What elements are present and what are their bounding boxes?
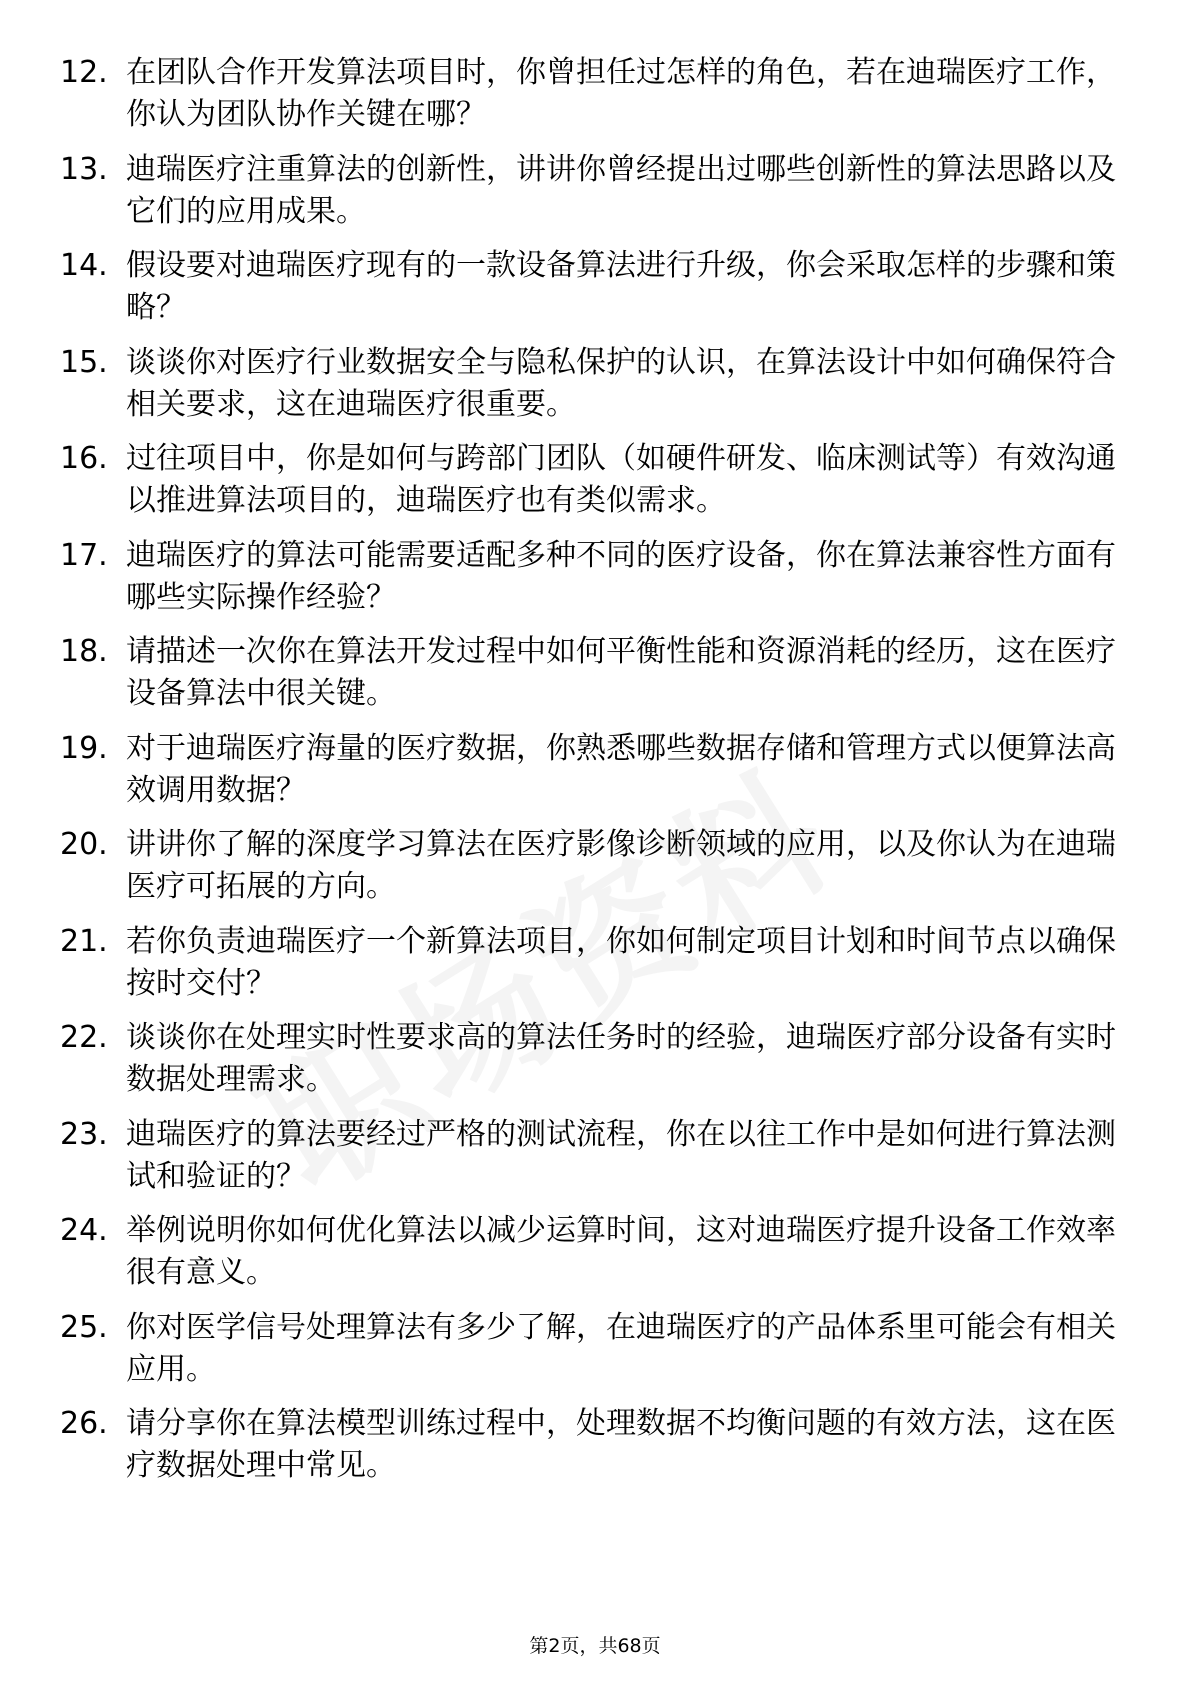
list-item	[0, 728, 1190, 825]
item-number: 19.	[60, 730, 108, 766]
item-text: 过往项目中，你是如何与跨部门团队（如硬件研发、临床测试等）有效沟通以推进算法项目的，迪瑞医疗也有类似需求。	[126, 441, 1116, 518]
list-item	[0, 535, 1190, 632]
list-item	[0, 1307, 1190, 1404]
list-item	[0, 1017, 1190, 1114]
item-number: 12.	[60, 55, 108, 90]
item-number: 23.	[60, 1116, 108, 1152]
item-text: 在团队合作开发算法项目时，你曾担任过怎样的角色，若在迪瑞医疗工作，你认为团队协作关键在哪？	[126, 55, 1116, 132]
item-text: 举例说明你如何优化算法以减少运算时间，这对迪瑞医疗提升设备工作效率很有意义。	[126, 1213, 1116, 1290]
item-number: 17.	[60, 537, 108, 573]
item-text: 你对医学信号处理算法有多少了解，在迪瑞医疗的产品体系里可能会有相关应用。	[126, 1309, 1116, 1387]
item-number: 22.	[60, 1020, 108, 1055]
list-item	[0, 1114, 1190, 1211]
item-text: 若你负责迪瑞医疗一个新算法项目，你如何制定项目计划和时间节点以确保按时交付？	[126, 923, 1116, 1001]
item-text: 迪瑞医疗的算法要经过严格的测试流程，你在以往工作中是如何进行算法测试和验证的？	[126, 1116, 1116, 1194]
item-number: 21.	[60, 923, 108, 959]
item-number: 18.	[60, 634, 108, 669]
question-list	[0, 52, 1190, 1500]
item-number: 13.	[60, 151, 108, 187]
page-footer	[0, 1634, 1190, 1658]
item-text: 请描述一次你在算法开发过程中如何平衡性能和资源消耗的经历，这在医疗设备算法中很关键。	[126, 634, 1116, 711]
item-number: 15.	[60, 344, 108, 380]
list-item	[0, 1210, 1190, 1307]
item-text: 请分享你在算法模型训练过程中，处理数据不均衡问题的有效方法，这在医疗数据处理中常见。	[126, 1406, 1116, 1483]
item-text: 迪瑞医疗注重算法的创新性，讲讲你曾经提出过哪些创新性的算法思路以及它们的应用成果。	[126, 151, 1116, 229]
item-text: 迪瑞医疗的算法可能需要适配多种不同的医疗设备，你在算法兼容性方面有哪些实际操作经验？	[126, 537, 1116, 615]
item-number: 26.	[60, 1406, 108, 1441]
page-number: 第2页，共68页	[529, 1635, 661, 1657]
item-number: 24.	[60, 1213, 108, 1248]
item-number: 20.	[60, 827, 108, 862]
list-item	[0, 824, 1190, 921]
list-item	[0, 1403, 1190, 1500]
item-text: 谈谈你对医疗行业数据安全与隐私保护的认识，在算法设计中如何确保符合相关要求，这在迪瑞医疗很重要。	[126, 344, 1116, 422]
item-text: 假设要对迪瑞医疗现有的一款设备算法进行升级，你会采取怎样的步骤和策略？	[126, 248, 1116, 325]
list-item	[0, 149, 1190, 246]
list-item	[0, 245, 1190, 342]
list-item	[0, 631, 1190, 728]
list-item	[0, 438, 1190, 535]
list-item	[0, 52, 1190, 149]
list-item	[0, 342, 1190, 439]
item-text: 对于迪瑞医疗海量的医疗数据，你熟悉哪些数据存储和管理方式以便算法高效调用数据？	[126, 730, 1116, 808]
item-number: 14.	[60, 248, 108, 283]
item-text: 谈谈你在处理实时性要求高的算法任务时的经验，迪瑞医疗部分设备有实时数据处理需求。	[126, 1020, 1116, 1097]
item-number: 25.	[60, 1309, 108, 1345]
item-text: 讲讲你了解的深度学习算法在医疗影像诊断领域的应用，以及你认为在迪瑞医疗可拓展的方向。	[126, 827, 1116, 904]
list-item	[0, 921, 1190, 1018]
item-number: 16.	[60, 441, 108, 476]
